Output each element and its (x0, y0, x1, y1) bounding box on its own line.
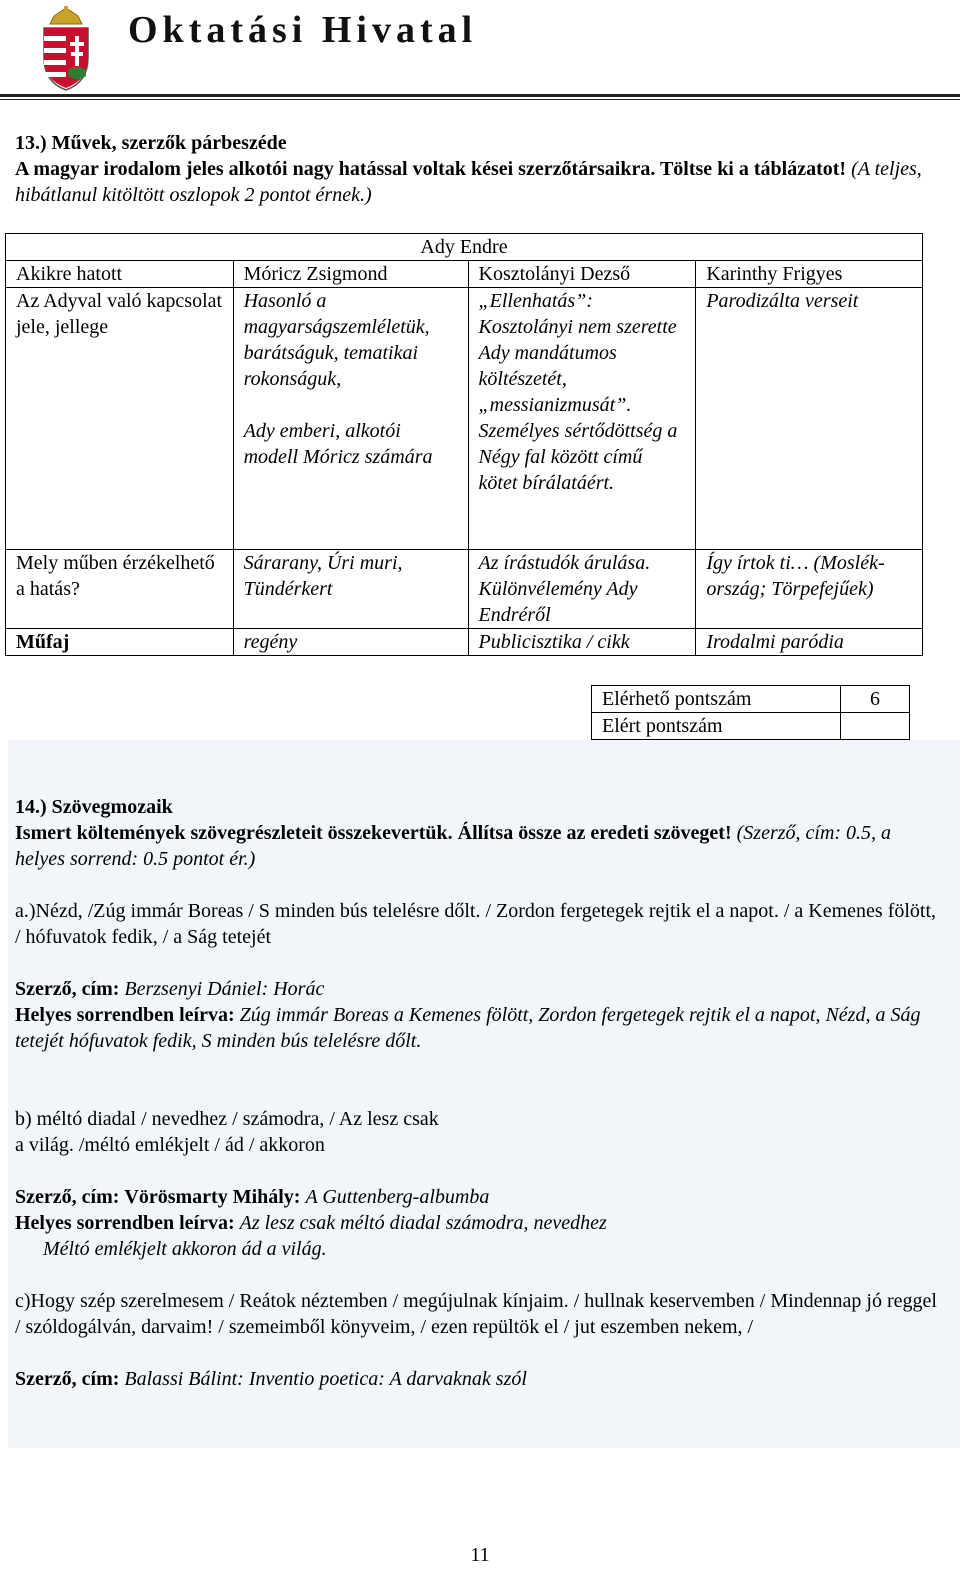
col-header-karinthy: Karinthy Frigyes (696, 261, 923, 288)
q13-note: (A teljes, hibátlanul kitöltött oszlopok 2 pontot érnek.) (15, 158, 922, 206)
q14-section (15, 794, 940, 1392)
q13-section (15, 130, 935, 208)
table-header-row (6, 261, 923, 288)
q14-b-correct (15, 1210, 940, 1236)
cell-karinthy-works: Így írtok ti… (Moslék-ország; Törpefejűek) (696, 550, 923, 629)
table-row (6, 629, 923, 656)
works-table (5, 233, 923, 656)
q14-b-author-name: Vörösmarty Mihály: (124, 1186, 301, 1208)
coat-of-arms-icon (38, 6, 94, 92)
q14-c-author-value: Balassi Bálint: Inventio poetica: A darvaknak szól (124, 1368, 527, 1390)
q13-instruction (15, 156, 935, 208)
q14-b-correct-line2: Méltó emlékjelt akkoron ád a világ. (43, 1238, 327, 1260)
header-divider-thin (0, 99, 960, 100)
cell-text: Ady emberi, alkotói modell Móricz számára (243, 420, 433, 468)
q14-instruction-text: Ismert költemények szövegrészleteit összekevertük. Állítsa össze az eredeti szöveget! (15, 822, 732, 844)
row-label-works: Mely műben érzékelhető a hatás? (6, 550, 234, 629)
q14-a-correct-value: Zúg immár Boreas a Kemenes fölött, Zordon fergetegek rejtik el a napot, Nézd, a Ság tetejét hófuvatok fedik, S minden bús telelésre dőlt. (15, 1004, 921, 1052)
q14-b-correct-line1: Az lesz csak méltó diadal számodra, nevedhez (239, 1212, 607, 1234)
q13-instruction-text: A magyar irodalom jeles alkotói nagy hatással voltak kései szerzőtársaikra. Töltse ki a táblázatot! (15, 158, 847, 180)
col-header-influenced: Akikre hatott (6, 261, 234, 288)
score-achieved-input[interactable] (841, 713, 910, 740)
score-table (591, 685, 910, 740)
cell-kosztolanyi-relationship: „Ellenhatás”: Kosztolányi nem szerette Ady mandátumos költészetét, „messianizmusát”. Személyes sértődöttség a Négy fal között című kötet bírálatáért. (468, 288, 696, 550)
q14-a-text: a.)Nézd, /Zúg immár Boreas / S minden bús telelésre dőlt. / Zordon fergetegek rejtik el a napot. / a Kemenes fölött, / hófuvatok fedik, / a Ság tetejét (15, 900, 937, 948)
page-number: 11 (470, 1544, 490, 1566)
col-header-kosztolanyi: Kosztolányi Dezső (468, 261, 696, 288)
cell-kosztolanyi-genre: Publicisztika / cikk (468, 629, 696, 656)
correct-label: Helyes sorrendben leírva: (15, 1004, 235, 1026)
row-label-genre: Műfaj (6, 629, 234, 656)
q14-c-text: c)Hogy szép szerelmesem / Reátok néztemben / megújulnak kínjaim. / hullnak keservemben / Mindennap jó reggel / szóldogálván, darvaim! / szemeimből könyveim, / ezen repültök el / jut eszemben nekem, / (15, 1290, 937, 1338)
score-available-label: Elérhető pontszám (592, 686, 841, 713)
row-label-relationship: Az Adyval való kapcsolat jele, jellege (6, 288, 234, 550)
cell-kosztolanyi-works: Az írástudók árulása. Különvélemény Ady Endréről (468, 550, 696, 629)
q14-b-line1: b) méltó diadal / nevedhez / számodra, / Az lesz csak (15, 1108, 439, 1130)
q14-a-correct (15, 1002, 940, 1054)
page-header (0, 0, 960, 100)
cell-text: Hasonló a magyarságszemléletük, barátságuk, tematikai rokonságuk, (243, 290, 430, 390)
author-label: Szerző, cím: (15, 1368, 120, 1390)
q14-b-author-work: A Guttenberg-albumba (305, 1186, 490, 1208)
cell-moricz-works: Sárarany, Úri muri, Tündérkert (233, 550, 468, 629)
header-title: Oktatási Hivatal (128, 9, 478, 51)
q13-title: 13.) Művek, szerzők párbeszéde (15, 132, 287, 154)
score-achieved-label: Elért pontszám (592, 713, 841, 740)
q14-instruction (15, 820, 940, 872)
q14-b-author (15, 1184, 940, 1210)
q14-a-author-value: Berzsenyi Dániel: Horác (124, 978, 325, 1000)
author-label: Szerző, cím: (15, 1186, 120, 1208)
q14-title: 14.) Szövegmozaik (15, 796, 173, 818)
q14-b-line2: a világ. /méltó emlékjelt / ád / akkoron (15, 1134, 325, 1156)
correct-label: Helyes sorrendben leírva: (15, 1212, 235, 1234)
header-divider (0, 94, 960, 97)
cell-karinthy-genre: Irodalmi paródia (696, 629, 923, 656)
q14-c-author (15, 1366, 940, 1392)
table-row (6, 288, 923, 550)
q14-a-author (15, 976, 940, 1002)
table-main-header: Ady Endre (6, 234, 923, 261)
table-row (6, 550, 923, 629)
cell-moricz-genre: regény (233, 629, 468, 656)
col-header-moricz: Móricz Zsigmond (233, 261, 468, 288)
cell-karinthy-relationship: Parodizálta verseit (696, 288, 923, 550)
author-label: Szerző, cím: (15, 978, 120, 1000)
q14-note: (Szerző, cím: 0.5, a helyes sorrend: 0.5 pontot ér.) (15, 822, 892, 870)
cell-moricz-relationship (233, 288, 468, 550)
score-available-value: 6 (841, 686, 910, 713)
